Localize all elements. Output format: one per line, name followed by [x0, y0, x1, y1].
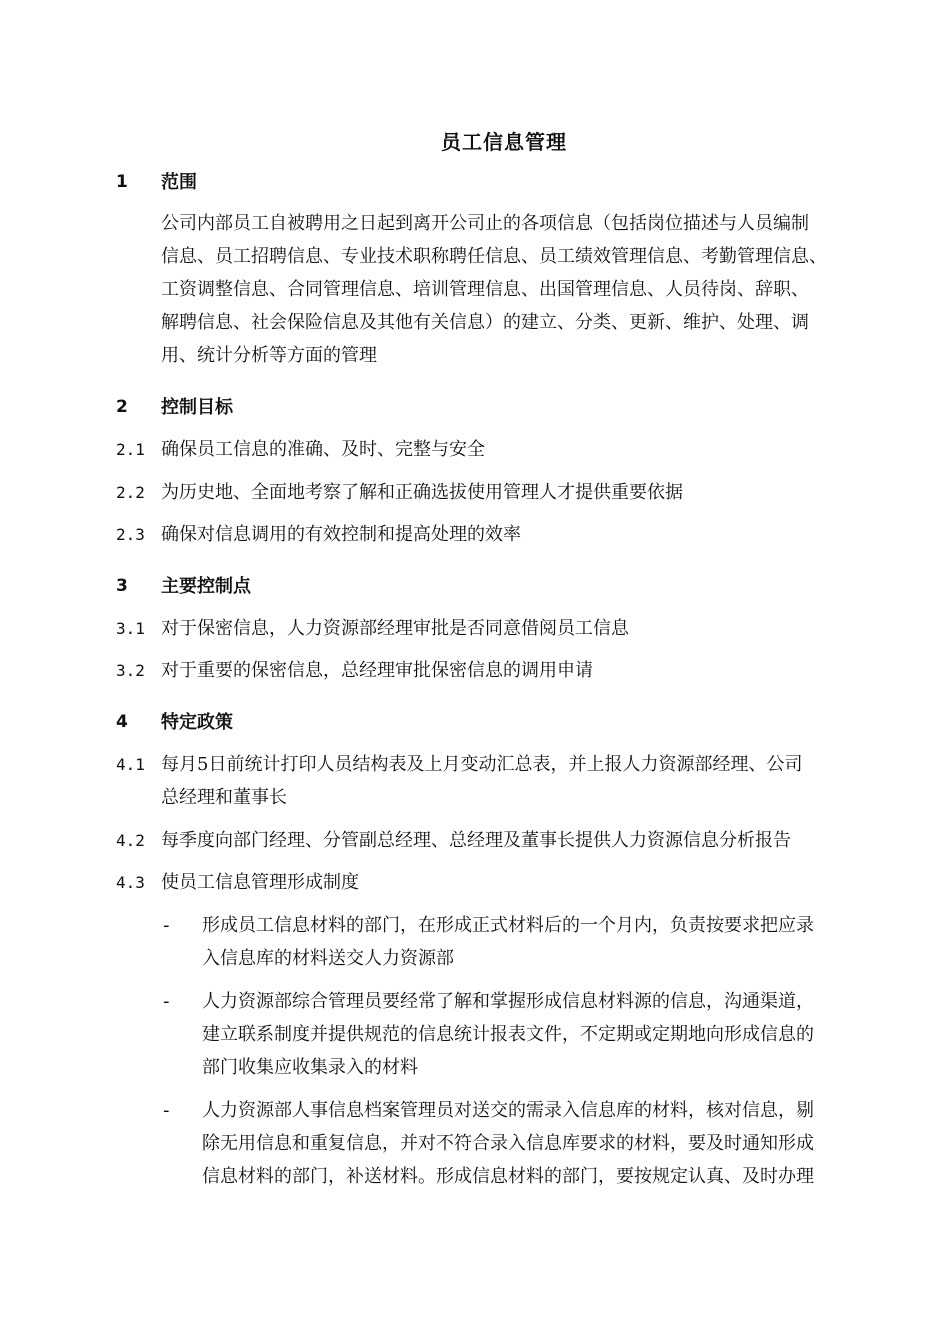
item-text: 对于重要的保密信息，总经理审批保密信息的调用申请 — [161, 660, 593, 681]
bullet-text — [202, 985, 882, 1084]
item-text: 确保员工信息的准确、及时、完整与安全 — [161, 439, 485, 460]
item-line: 每月5日前统计打印人员结构表及上月变动汇总表，并上报人力资源部经理、公司 — [161, 754, 803, 775]
item-number: 3.2 — [116, 661, 145, 680]
section-title: 主要控制点 — [161, 576, 251, 597]
bullet-line: 建立联系制度并提供规范的信息统计报表文件，不定期或定期地向形成信息的 — [202, 1024, 814, 1045]
item-number: 4.3 — [116, 873, 145, 892]
paragraph-line: 工资调整信息、合同管理信息、培训管理信息、出国管理信息、人员待岗、辞职、 — [161, 279, 809, 300]
bullet-line: 部门收集应收集录入的材料 — [202, 1057, 418, 1078]
bullet-line: 人力资源部综合管理员要经常了解和掌握形成信息材料源的信息，沟通渠道， — [202, 991, 814, 1012]
item-number: 2.3 — [116, 525, 145, 544]
item-number: 2.1 — [116, 440, 145, 459]
item-text: 每季度向部门经理、分管副总经理、总经理及董事长提供人力资源信息分析报告 — [161, 830, 791, 851]
bullet-line: 形成员工信息材料的部门，在形成正式材料后的一个月内，负责按要求把应录 — [202, 915, 814, 936]
bullet-text — [202, 1094, 882, 1193]
item-number: 4.2 — [116, 831, 145, 850]
item-number: 2.2 — [116, 483, 145, 502]
document-title: 员工信息管理 — [441, 130, 567, 154]
item-text: 确保对信息调用的有效控制和提高处理的效率 — [161, 524, 521, 545]
item-text: 为历史地、全面地考察了解和正确选拔使用管理人才提供重要依据 — [161, 482, 683, 503]
bullet-text — [202, 909, 882, 975]
item-text: 使员工信息管理形成制度 — [161, 872, 359, 893]
dash-marker: - — [163, 991, 170, 1012]
paragraph-line: 解聘信息、社会保险信息及其他有关信息）的建立、分类、更新、维护、处理、调 — [161, 312, 809, 333]
item-text — [161, 748, 881, 814]
section-title: 范围 — [161, 172, 197, 193]
dash-marker: - — [163, 1100, 170, 1121]
dash-marker: - — [163, 915, 170, 936]
section-number: 3 — [116, 576, 128, 596]
bullet-line: 除无用信息和重复信息，并对不符合录入信息库要求的材料，要及时通知形成 — [202, 1133, 814, 1154]
bullet-line: 人力资源部人事信息档案管理员对送交的需录入信息库的材料，核对信息，剔 — [202, 1100, 814, 1121]
paragraph — [161, 207, 881, 372]
item-line: 总经理和董事长 — [161, 787, 287, 808]
bullet-line: 入信息库的材料送交人力资源部 — [202, 948, 454, 969]
item-number: 3.1 — [116, 619, 145, 638]
section-number: 2 — [116, 397, 128, 417]
paragraph-line: 信息、员工招聘信息、专业技术职称聘任信息、员工绩效管理信息、考勤管理信息、 — [161, 246, 827, 267]
item-text: 对于保密信息，人力资源部经理审批是否同意借阅员工信息 — [161, 618, 629, 639]
section-title: 控制目标 — [161, 397, 233, 418]
paragraph-line: 公司内部员工自被聘用之日起到离开公司止的各项信息（包括岗位描述与人员编制 — [161, 213, 809, 234]
section-title: 特定政策 — [161, 712, 233, 733]
bullet-line: 信息材料的部门，补送材料。形成信息材料的部门，要按规定认真、及时办理 — [202, 1166, 814, 1187]
item-number: 4.1 — [116, 755, 145, 774]
section-number: 4 — [116, 712, 128, 732]
section-number: 1 — [116, 172, 128, 192]
paragraph-line: 用、统计分析等方面的管理 — [161, 345, 377, 366]
